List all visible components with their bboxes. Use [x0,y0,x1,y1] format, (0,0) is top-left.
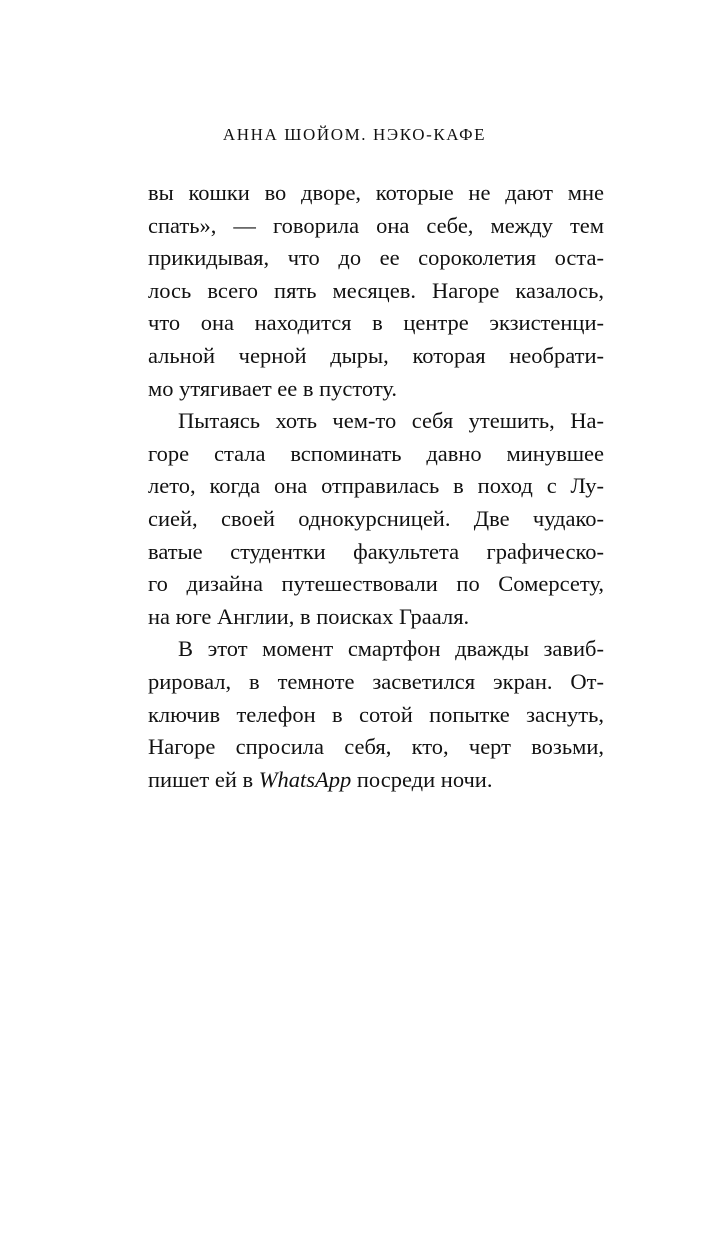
paragraph-2 [148,405,604,633]
text-line: рировал, в темноте засветился экран. От- [148,668,604,694]
text-line: Нагоре спросила себя, кто, черт возьми, [148,734,604,760]
text-line: ключив телефон в сотой попытке заснуть, [148,701,604,727]
text-line: го дизайна путешествовали по Сомерсету, [148,571,604,597]
text-line: что она находится в центре экзистенци- [148,310,604,336]
text-line: горе стала вспоминать давно минувшее [148,440,604,466]
running-head: АННА ШОЙОМ. НЭКО-КАФЕ [222,125,487,144]
text-line: мо утягивает ее в пустоту. [148,375,398,401]
app-name-whatsapp: WhatsApp [258,766,352,792]
text-line: альной черной дыры, которая необрати- [148,342,604,368]
text-line: Пытаясь хоть чем-то себя утешить, На- [178,408,604,434]
text-line: прикидывая, что до ее сороколетия оста- [148,245,604,271]
text-line: В этот момент смартфон дважды завиб- [178,636,604,662]
paragraph-3 [148,633,604,796]
text-line: сией, своей однокурсницей. Две чудако- [148,505,604,531]
text-line: ватые студентки факультета графическо- [148,538,604,564]
text-before-app-name: пишет ей в [148,766,259,792]
text-line: лось всего пять месяцев. Нагоре казалось, [148,277,604,303]
text-line: вы кошки во дворе, которые не дают мне [148,180,604,205]
text-line: на юге Англии, в поисках Грааля. [148,603,470,629]
text-line: спать», — говорила она себе, между тем [148,212,604,238]
text-after-app-name: посреди ночи. [351,766,493,792]
text-line-final [148,764,604,797]
paragraph-1 [148,177,604,405]
body-text [148,177,604,796]
text-line: лето, когда она отправилась в поход с Лу- [148,473,604,499]
